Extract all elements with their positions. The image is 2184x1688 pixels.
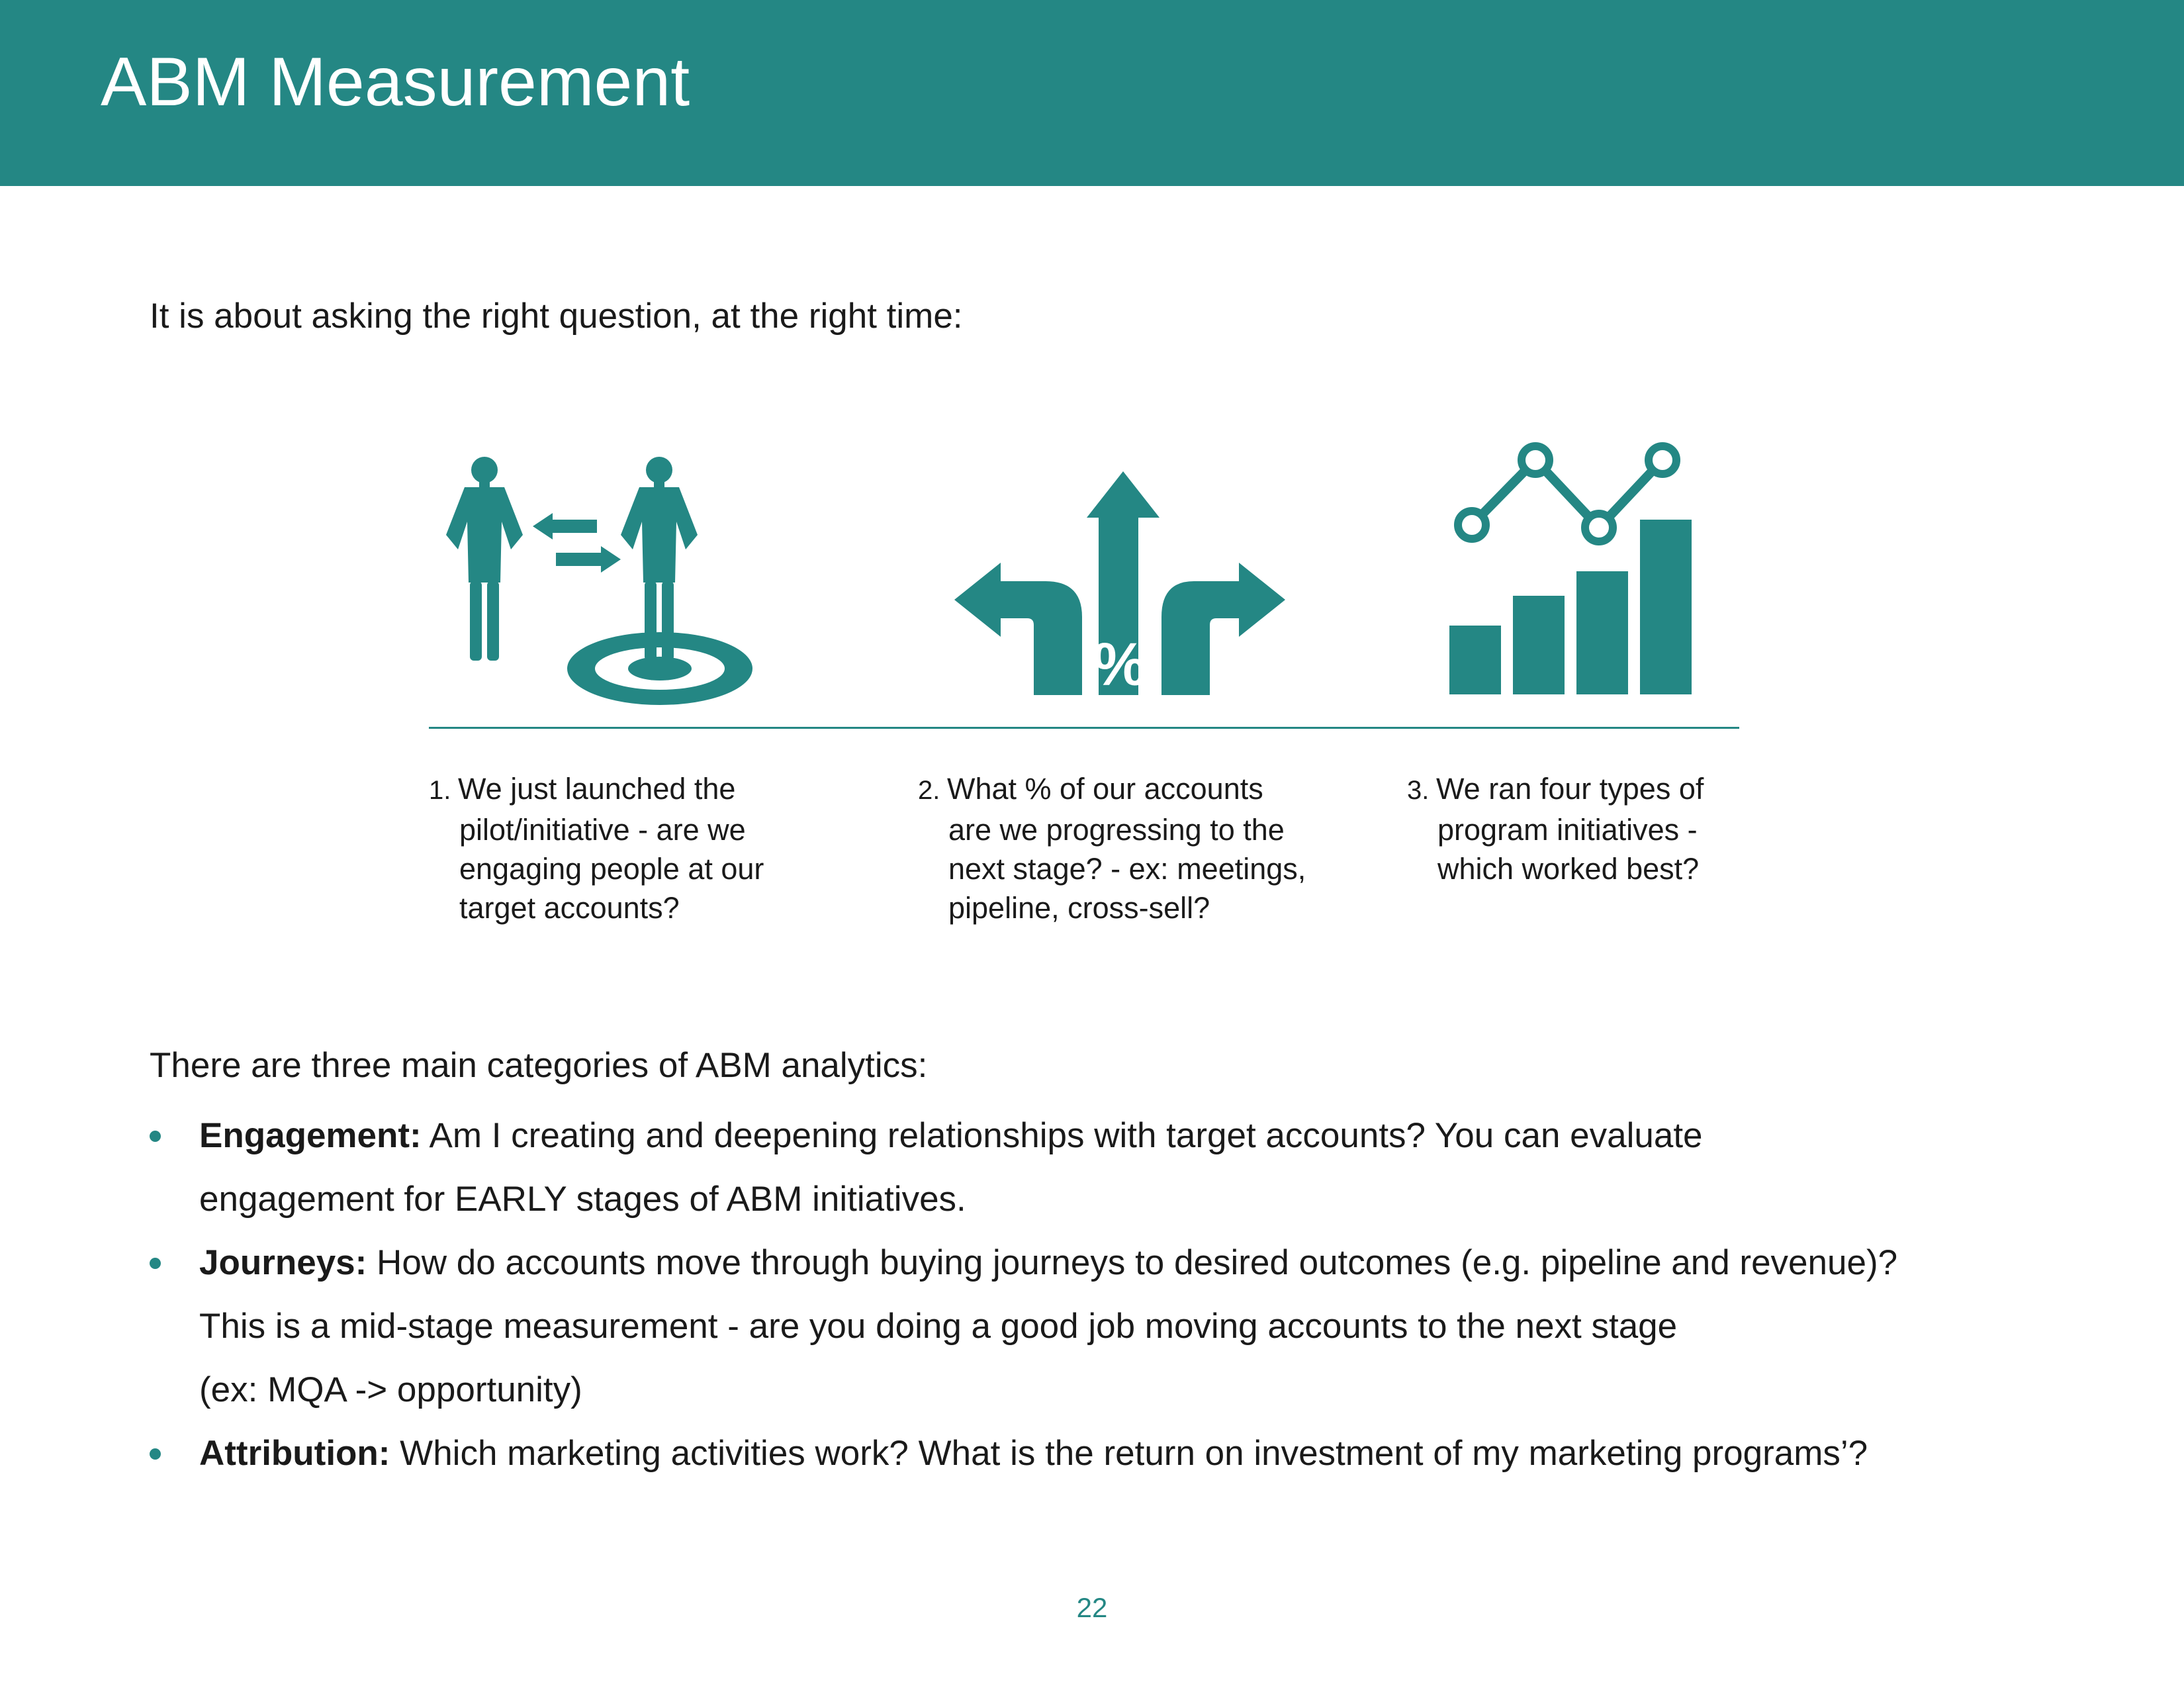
page-number: 22 [1076,1592,1108,1623]
category-text: (ex: MQA -> opportunity) [199,1370,582,1409]
question-line: next stage? - ex: meetings, [948,852,1306,886]
question-line: target accounts? [459,891,680,925]
category-list [150,1104,2069,1485]
bullet-dot [150,1258,161,1269]
category-term: Attribution: [199,1434,390,1473]
icon-divider [429,727,1739,729]
question-1 [429,769,852,927]
category-text: Which marketing activities work? What is the return on investment of my marketing programs’? [390,1434,1868,1473]
question-line: pipeline, cross-sell? [948,891,1210,925]
progression-icon [953,470,1291,702]
question-line: engaging people at our [459,852,764,886]
page-title: ABM Measurement [101,44,690,120]
category-term: Engagement: [199,1116,422,1155]
question-line: We ran four types of [1436,772,1704,806]
question-3 [1407,769,1831,888]
growth-chart-icon [1443,440,1707,705]
category-attribution [150,1422,2069,1485]
category-text: How do accounts move through buying journeys to desired outcomes (e.g. pipeline and revenue)? [367,1243,1898,1282]
category-text: engagement for EARLY stages of ABM initiatives. [199,1180,966,1219]
category-term: Journeys: [199,1243,367,1282]
category-text: This is a mid-stage measurement - are you doing a good job moving accounts to the next stage [199,1307,1678,1346]
bullet-dot [150,1131,161,1142]
question-number: 2. [918,776,940,805]
engagement-icon [424,450,768,715]
intro-text: It is about asking the right question, at the right time: [150,297,963,336]
question-number: 1. [429,776,451,805]
question-line: are we progressing to the [948,813,1285,847]
question-2 [918,769,1342,927]
header-banner [0,0,2184,186]
category-engagement [150,1104,2069,1231]
category-journeys [150,1231,2069,1422]
question-line: pilot/initiative - are we [459,813,746,847]
percent-glyph: % [1093,631,1147,698]
bullet-dot [150,1448,161,1460]
question-line: What % of our accounts [947,772,1263,806]
question-line: which worked best? [1437,852,1700,886]
question-line: program initiatives - [1437,813,1698,847]
question-line: We just launched the [458,772,736,806]
category-text: Am I creating and deepening relationships with target accounts? You can evaluate [421,1116,1703,1155]
question-number: 3. [1407,776,1430,805]
categories-intro: There are three main categories of ABM analytics: [150,1046,928,1085]
